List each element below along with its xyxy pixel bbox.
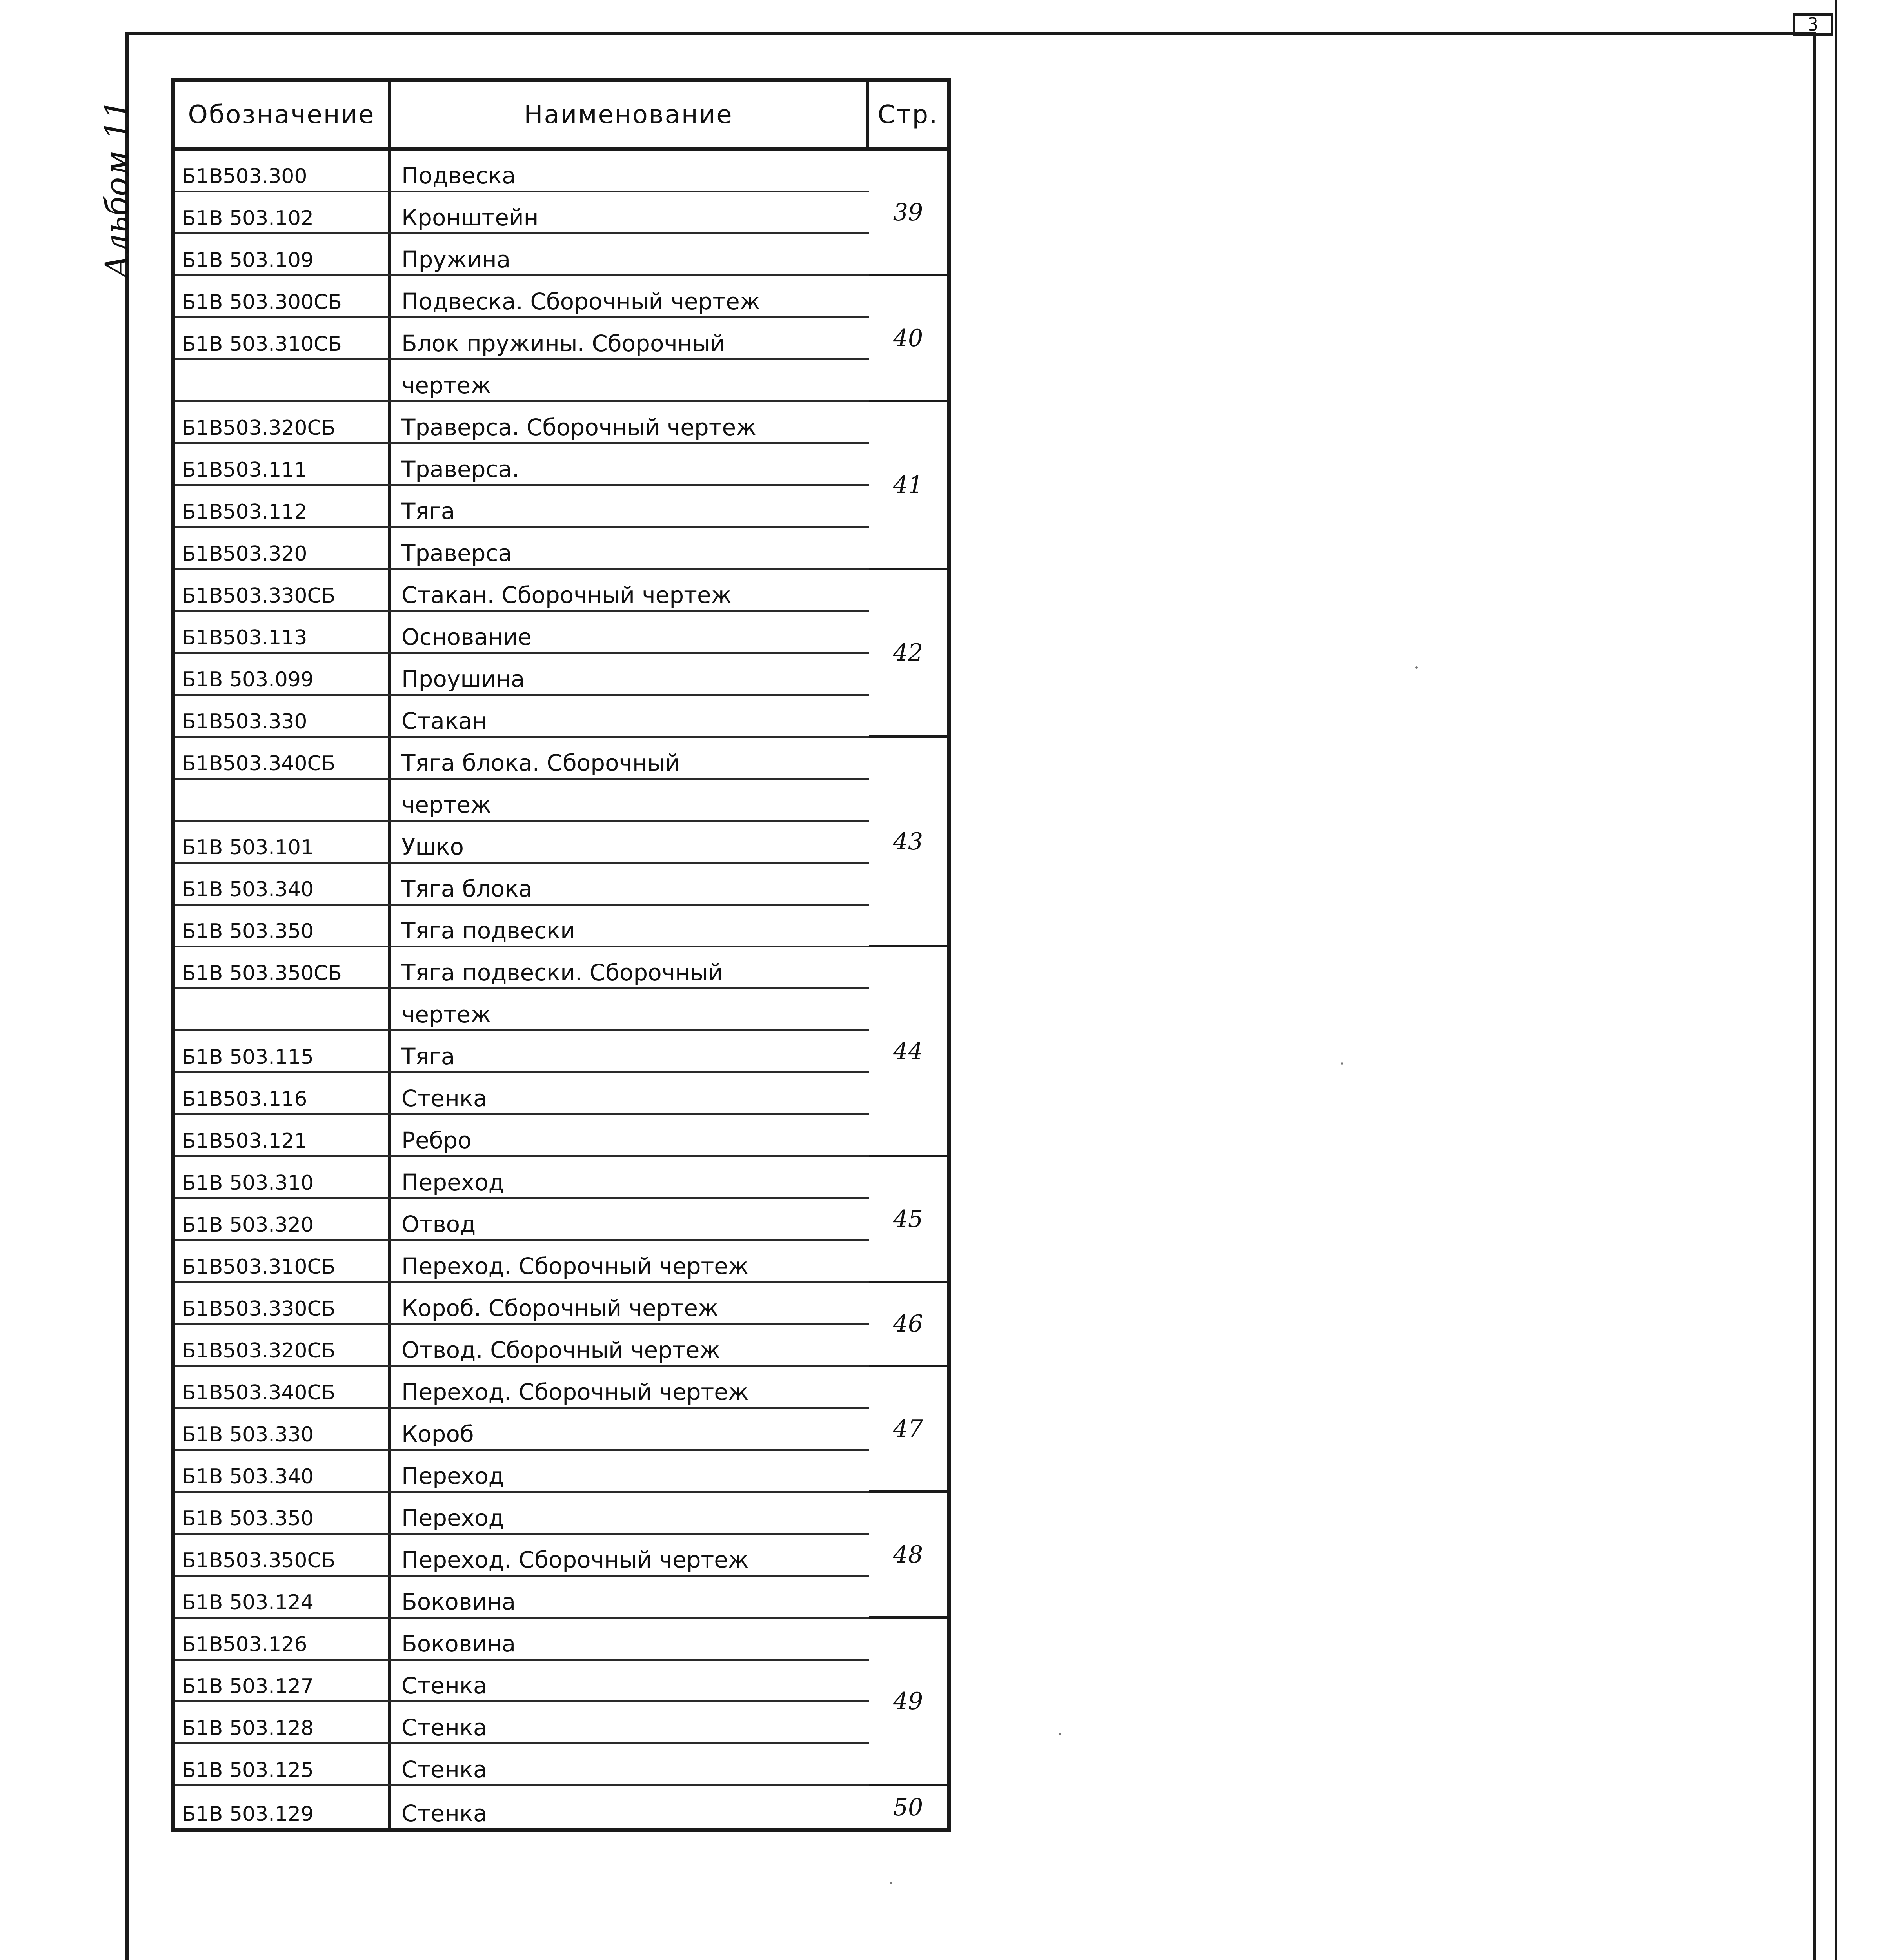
cell-code: Б1В503.320СБ xyxy=(175,402,391,442)
cell-code: Б1В 503.124 xyxy=(175,1577,391,1617)
cell-name: Стенка xyxy=(401,1756,487,1783)
cell-name: Блок пружины. Сборочный xyxy=(401,330,725,357)
cell-name: Переход. Сборочный чертеж xyxy=(401,1379,749,1405)
cell-name: Переход. Сборочный чертеж xyxy=(401,1253,749,1279)
cell-code: Б1В 503.129 xyxy=(175,1786,391,1828)
table-row xyxy=(175,444,869,486)
cell-code xyxy=(175,989,391,1029)
cell-code: Б1В503.121 xyxy=(175,1115,391,1155)
cell-code: Б1В 503.350СБ xyxy=(175,947,391,987)
cell-name: Тяга xyxy=(401,1043,455,1070)
table-row xyxy=(175,1744,869,1786)
cell-name: Проушина xyxy=(401,666,525,692)
table-row xyxy=(175,696,869,738)
table-body xyxy=(175,151,947,1828)
index-table xyxy=(171,78,951,1832)
cell-page: 44 xyxy=(869,947,947,1157)
table-row xyxy=(175,780,869,822)
cell-name: Стенка xyxy=(401,1800,487,1827)
table-row xyxy=(175,1702,869,1744)
cell-name: Подвеска xyxy=(401,162,516,189)
table-row xyxy=(175,234,869,276)
cell-name: Короб xyxy=(401,1421,474,1447)
cell-code: Б1В503.111 xyxy=(175,444,391,484)
table-header xyxy=(175,82,947,151)
cell-code: Б1В503.330СБ xyxy=(175,570,391,610)
cell-code: Б1В503.300 xyxy=(175,151,391,191)
cell-name: Ушко xyxy=(401,833,464,860)
cell-name: чертеж xyxy=(401,791,491,818)
cell-name: Стакан. Сборочный чертеж xyxy=(401,582,732,608)
cell-name: чертеж xyxy=(401,372,491,399)
scan-speck xyxy=(1341,1062,1343,1065)
table-row xyxy=(175,612,869,654)
cell-name: Траверса xyxy=(401,540,512,566)
cell-code: Б1В 503.125 xyxy=(175,1744,391,1784)
cell-code: Б1В 503.310 xyxy=(175,1157,391,1197)
cell-name: Стенка xyxy=(401,1714,487,1741)
cell-page: 50 xyxy=(893,1793,923,1821)
cell-name: Основание xyxy=(401,624,532,650)
table-row xyxy=(175,654,869,696)
pages-area xyxy=(869,151,947,1828)
cell-code: Б1В 503.340 xyxy=(175,864,391,904)
scan-speck xyxy=(890,1882,892,1884)
cell-code xyxy=(175,780,391,820)
table-row xyxy=(175,738,869,780)
table-row xyxy=(175,570,869,612)
cell-code: Б1В503.113 xyxy=(175,612,391,652)
cell-name: чертеж xyxy=(401,1001,491,1028)
table-row xyxy=(175,528,869,570)
table-row xyxy=(175,486,869,528)
header-name: Наименование xyxy=(391,82,869,147)
header-page: Стр. xyxy=(877,100,939,129)
cell-code: Б1В 503.320 xyxy=(175,1199,391,1239)
cell-code: Б1В 503.350 xyxy=(175,1493,391,1533)
rows-area xyxy=(175,151,869,1828)
cell-name: Боковина xyxy=(401,1588,516,1615)
cell-code: Б1В 503.127 xyxy=(175,1661,391,1700)
table-row xyxy=(175,1157,869,1199)
cell-code: Б1В 503.109 xyxy=(175,234,391,274)
cell-code: Б1В503.116 xyxy=(175,1073,391,1113)
cell-code: Б1В 503.300СБ xyxy=(175,276,391,316)
cell-name: Стенка xyxy=(401,1085,487,1112)
cell-code: Б1В503.112 xyxy=(175,486,391,526)
table-row xyxy=(175,1283,869,1325)
cell-code: Б1В503.310СБ xyxy=(175,1241,391,1281)
cell-name: Переход xyxy=(401,1463,504,1489)
table-row xyxy=(175,1786,869,1828)
cell-name: Переход. Сборочный чертеж xyxy=(401,1546,749,1573)
cell-page: 48 xyxy=(869,1493,947,1619)
table-row xyxy=(175,1619,869,1661)
table-row xyxy=(175,1409,869,1451)
cell-page: 49 xyxy=(869,1619,947,1786)
table-row xyxy=(175,1325,869,1367)
cell-code: Б1В503.350СБ xyxy=(175,1535,391,1575)
cell-page: 43 xyxy=(869,738,947,947)
cell-code: Б1В 503.310СБ xyxy=(175,318,391,358)
table-row xyxy=(175,1661,869,1702)
cell-code: Б1В 503.101 xyxy=(175,822,391,862)
header-code: Обозначение xyxy=(175,82,391,147)
table-row xyxy=(175,1535,869,1577)
cell-name: Тяга блока. Сборочный xyxy=(401,750,680,776)
table-row xyxy=(175,947,869,989)
sheet-number: 3 xyxy=(1793,13,1833,36)
outer-border-line xyxy=(1835,0,1837,1960)
cell-name: Переход xyxy=(401,1504,504,1531)
cell-code: Б1В 503.099 xyxy=(175,654,391,694)
table-row xyxy=(175,864,869,906)
cell-name: Стакан xyxy=(401,708,487,734)
cell-page: 41 xyxy=(869,402,947,570)
cell-code: Б1В 503.330 xyxy=(175,1409,391,1449)
table-row xyxy=(175,1451,869,1493)
cell-name: Отвод. Сборочный чертеж xyxy=(401,1337,720,1363)
table-row xyxy=(175,1031,869,1073)
table-row xyxy=(175,276,869,318)
cell-name: Отвод xyxy=(401,1211,476,1238)
cell-code: Б1В503.330СБ xyxy=(175,1283,391,1323)
cell-page: 40 xyxy=(869,276,947,402)
cell-name: Пружина xyxy=(401,246,511,273)
cell-code: Б1В503.340СБ xyxy=(175,738,391,778)
cell-name: Подвеска. Сборочный чертеж xyxy=(401,288,761,315)
table-row xyxy=(175,1493,869,1535)
cell-name: Тяга подвески. Сборочный xyxy=(401,959,723,986)
cell-page: 39 xyxy=(869,151,947,276)
cell-code: Б1В503.330 xyxy=(175,696,391,736)
cell-name: Тяга подвески xyxy=(401,917,575,944)
cell-name: Траверса. xyxy=(401,456,520,483)
table-row xyxy=(175,151,869,192)
table-row xyxy=(175,906,869,947)
cell-code: Б1В503.126 xyxy=(175,1619,391,1659)
cell-name: Ребро xyxy=(401,1127,472,1154)
table-row xyxy=(175,822,869,864)
cell-code xyxy=(175,360,391,400)
table-row xyxy=(175,1073,869,1115)
scan-speck xyxy=(1059,1733,1061,1735)
table-row xyxy=(175,1115,869,1157)
cell-name: Стенка xyxy=(401,1672,487,1699)
cell-name: Тяга блока xyxy=(401,875,532,902)
cell-page: 47 xyxy=(869,1367,947,1493)
cell-code: Б1В 503.340 xyxy=(175,1451,391,1491)
table-row xyxy=(175,318,869,360)
cell-page: 45 xyxy=(869,1157,947,1283)
table-row xyxy=(175,402,869,444)
table-row xyxy=(175,1241,869,1283)
cell-page: 42 xyxy=(869,570,947,738)
table-row xyxy=(175,989,869,1031)
cell-code: Б1В503.320СБ xyxy=(175,1325,391,1365)
cell-name: Боковина xyxy=(401,1630,516,1657)
cell-code: Б1В 503.350 xyxy=(175,906,391,946)
cell-name: Траверса. Сборочный чертеж xyxy=(401,414,757,441)
album-label: Альбом 11 xyxy=(99,99,136,278)
cell-name: Кронштейн xyxy=(401,204,539,231)
cell-code: Б1В 503.128 xyxy=(175,1702,391,1742)
table-row xyxy=(175,1367,869,1409)
cell-page: 46 xyxy=(869,1283,947,1367)
cell-code: Б1В503.320 xyxy=(175,528,391,568)
scan-speck xyxy=(1415,666,1418,669)
cell-code: Б1В 503.102 xyxy=(175,192,391,232)
table-row xyxy=(175,1577,869,1619)
cell-name: Тяга xyxy=(401,498,455,524)
cell-code: Б1В503.340СБ xyxy=(175,1367,391,1407)
table-row xyxy=(175,1199,869,1241)
cell-code: Б1В 503.115 xyxy=(175,1031,391,1071)
table-row xyxy=(175,360,869,402)
cell-name: Короб. Сборочный чертеж xyxy=(401,1295,719,1321)
table-row xyxy=(175,192,869,234)
cell-name: Переход xyxy=(401,1169,504,1196)
